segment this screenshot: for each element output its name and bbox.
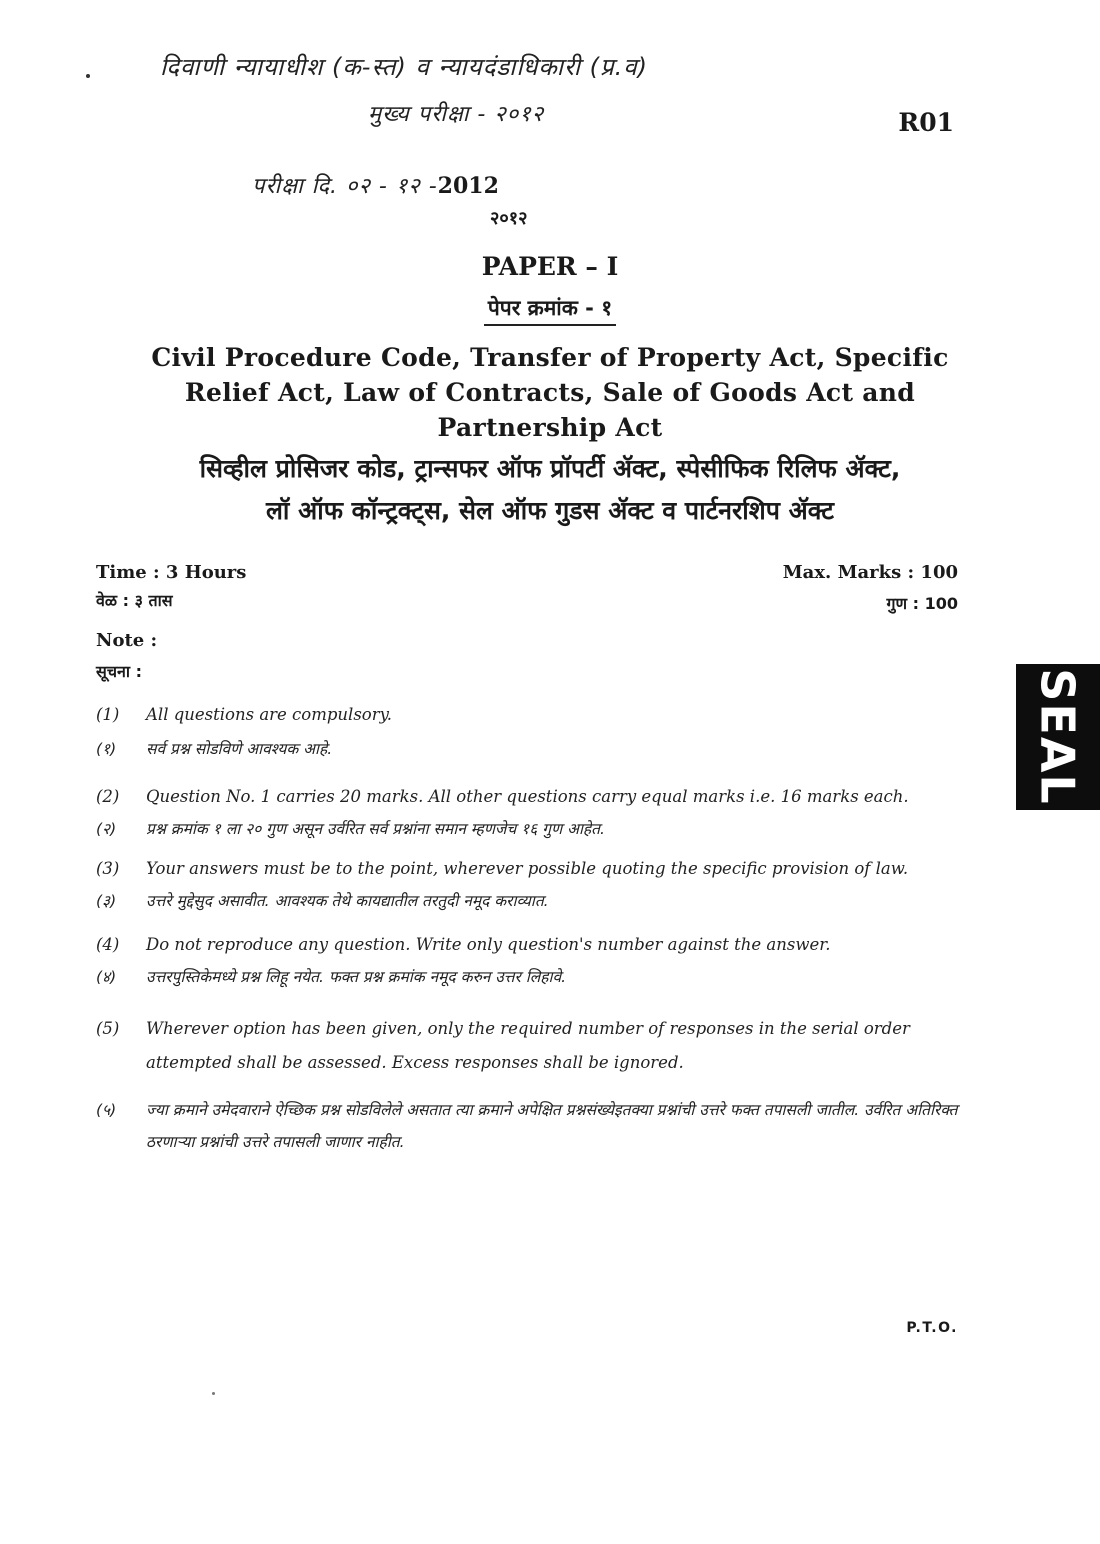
instruction-item <box>96 888 962 914</box>
subject-english <box>0 340 1100 445</box>
note-heading: Note : <box>96 630 158 651</box>
instruction-item <box>96 784 962 810</box>
instruction-number: (४) <box>96 968 117 986</box>
instruction-item <box>96 1094 962 1158</box>
instruction-text: प्रश्न क्रमांक १ ला २० गुण असून उर्वरित सर्व प्रश्नांना समान म्हणजेच १६ गुण आहेत. <box>146 820 605 838</box>
handwritten-exam-subtitle: मुख्य परीक्षा - २०१२ <box>368 102 545 127</box>
paper-code: R01 <box>898 108 954 137</box>
seal-stamp-text: SEAL <box>1031 668 1085 806</box>
paper-title-marathi-text: पेपर क्रमांक - १ <box>484 296 616 326</box>
subject-mr-line-2: लॉ ऑफ कॉन्ट्रक्ट्स, सेल ऑफ गुडस ॲक्ट व पार्टनरशिप ॲक्ट <box>265 496 834 525</box>
instruction-number: (३) <box>96 892 117 910</box>
instruction-number: (१) <box>96 740 117 758</box>
please-turn-over: P.T.O. <box>906 1320 958 1336</box>
instruction-item <box>96 964 962 990</box>
subject-en-line-3: Partnership Act <box>437 413 663 442</box>
instruction-number: (3) <box>96 859 120 878</box>
max-marks: Max. Marks : 100 <box>782 562 958 583</box>
exam-date <box>252 170 499 200</box>
instruction-number: (२) <box>96 820 117 838</box>
time-allowed: Time : 3 Hours <box>96 562 247 583</box>
instruction-text: उत्तरे मुद्देसुद असावीत. आवश्यक तेथे कायद्यातील तरतुदी नमूद कराव्यात. <box>146 892 549 910</box>
instruction-text: Wherever option has been given, only the required number of responses in the serial order attempted shall be assessed. Excess responses shall be ignored. <box>146 1019 910 1072</box>
year-marathi: २०१२ <box>490 208 528 229</box>
instruction-text: Do not reproduce any question. Write only question's number against the answer. <box>146 935 831 954</box>
instruction-item <box>96 1012 962 1080</box>
instruction-item <box>96 702 962 728</box>
instruction-number: (2) <box>96 787 120 806</box>
time-allowed-marathi: वेळ : ३ तास <box>96 591 173 610</box>
max-marks-marathi: गुण : 100 <box>886 594 958 613</box>
paper-title-marathi <box>0 294 1100 322</box>
instruction-text: सर्व प्रश्न सोडविणे आवश्यक आहे. <box>146 740 333 758</box>
instruction-item <box>96 816 962 842</box>
note-heading-marathi: सूचना : <box>96 662 142 681</box>
instruction-number: (1) <box>96 705 120 724</box>
subject-en-line-1: Civil Procedure Code, Transfer of Property Act, Specific <box>151 343 949 372</box>
handwritten-exam-title: दिवाणी न्यायाधीश (क-स्त) व न्यायदंडाधिकारी (प्र.व) <box>160 53 649 81</box>
instruction-number: (4) <box>96 935 120 954</box>
subject-marathi <box>0 450 1100 530</box>
scan-speck <box>86 74 90 78</box>
instruction-item <box>96 856 962 882</box>
instruction-number: (५) <box>96 1101 117 1119</box>
subject-mr-line-1: सिव्हील प्रोसिजर कोड, ट्रान्सफर ऑफ प्रॉपर्टी ॲक्ट, स्पेसीफिक रिलिफ ॲक्ट, <box>199 454 901 483</box>
instruction-text: उत्तरपुस्तिकेमध्ये प्रश्न लिहू नयेत. फक्त प्रश्न क्रमांक नमूद करुन उत्तर लिहावे. <box>146 968 567 986</box>
paper-title: PAPER – I <box>481 252 619 281</box>
exam-date-handwritten: परीक्षा दि. ०२ - १२ - <box>252 174 438 199</box>
instructions-list <box>96 702 962 1158</box>
subject-en-line-2: Relief Act, Law of Contracts, Sale of Goods Act and <box>184 378 916 407</box>
instruction-text: Question No. 1 carries 20 marks. All other questions carry equal marks i.e. 16 marks each. <box>146 787 909 806</box>
instruction-item <box>96 932 962 958</box>
exam-date-year: 2012 <box>437 173 499 199</box>
seal-stamp <box>1016 664 1100 810</box>
instruction-text: All questions are compulsory. <box>146 705 393 724</box>
instruction-item <box>96 736 962 762</box>
instruction-number: (5) <box>96 1019 120 1038</box>
instruction-text: ज्या क्रमाने उमेदवाराने ऐच्छिक प्रश्न सोडविलेले असतात त्या क्रमाने अपेक्षित प्रश्नसंख्येइतक्या प्रश्नांची उत्तरे फक्त तपासली जातील. उर्वरित अतिरिक्त ठरणाऱ्या प्रश्नांची उत्तरे तपासली जाणार नाहीत. <box>146 1101 958 1151</box>
scan-speck <box>212 1392 215 1395</box>
instruction-text: Your answers must be to the point, wherever possible quoting the specific provision of law. <box>146 859 909 878</box>
